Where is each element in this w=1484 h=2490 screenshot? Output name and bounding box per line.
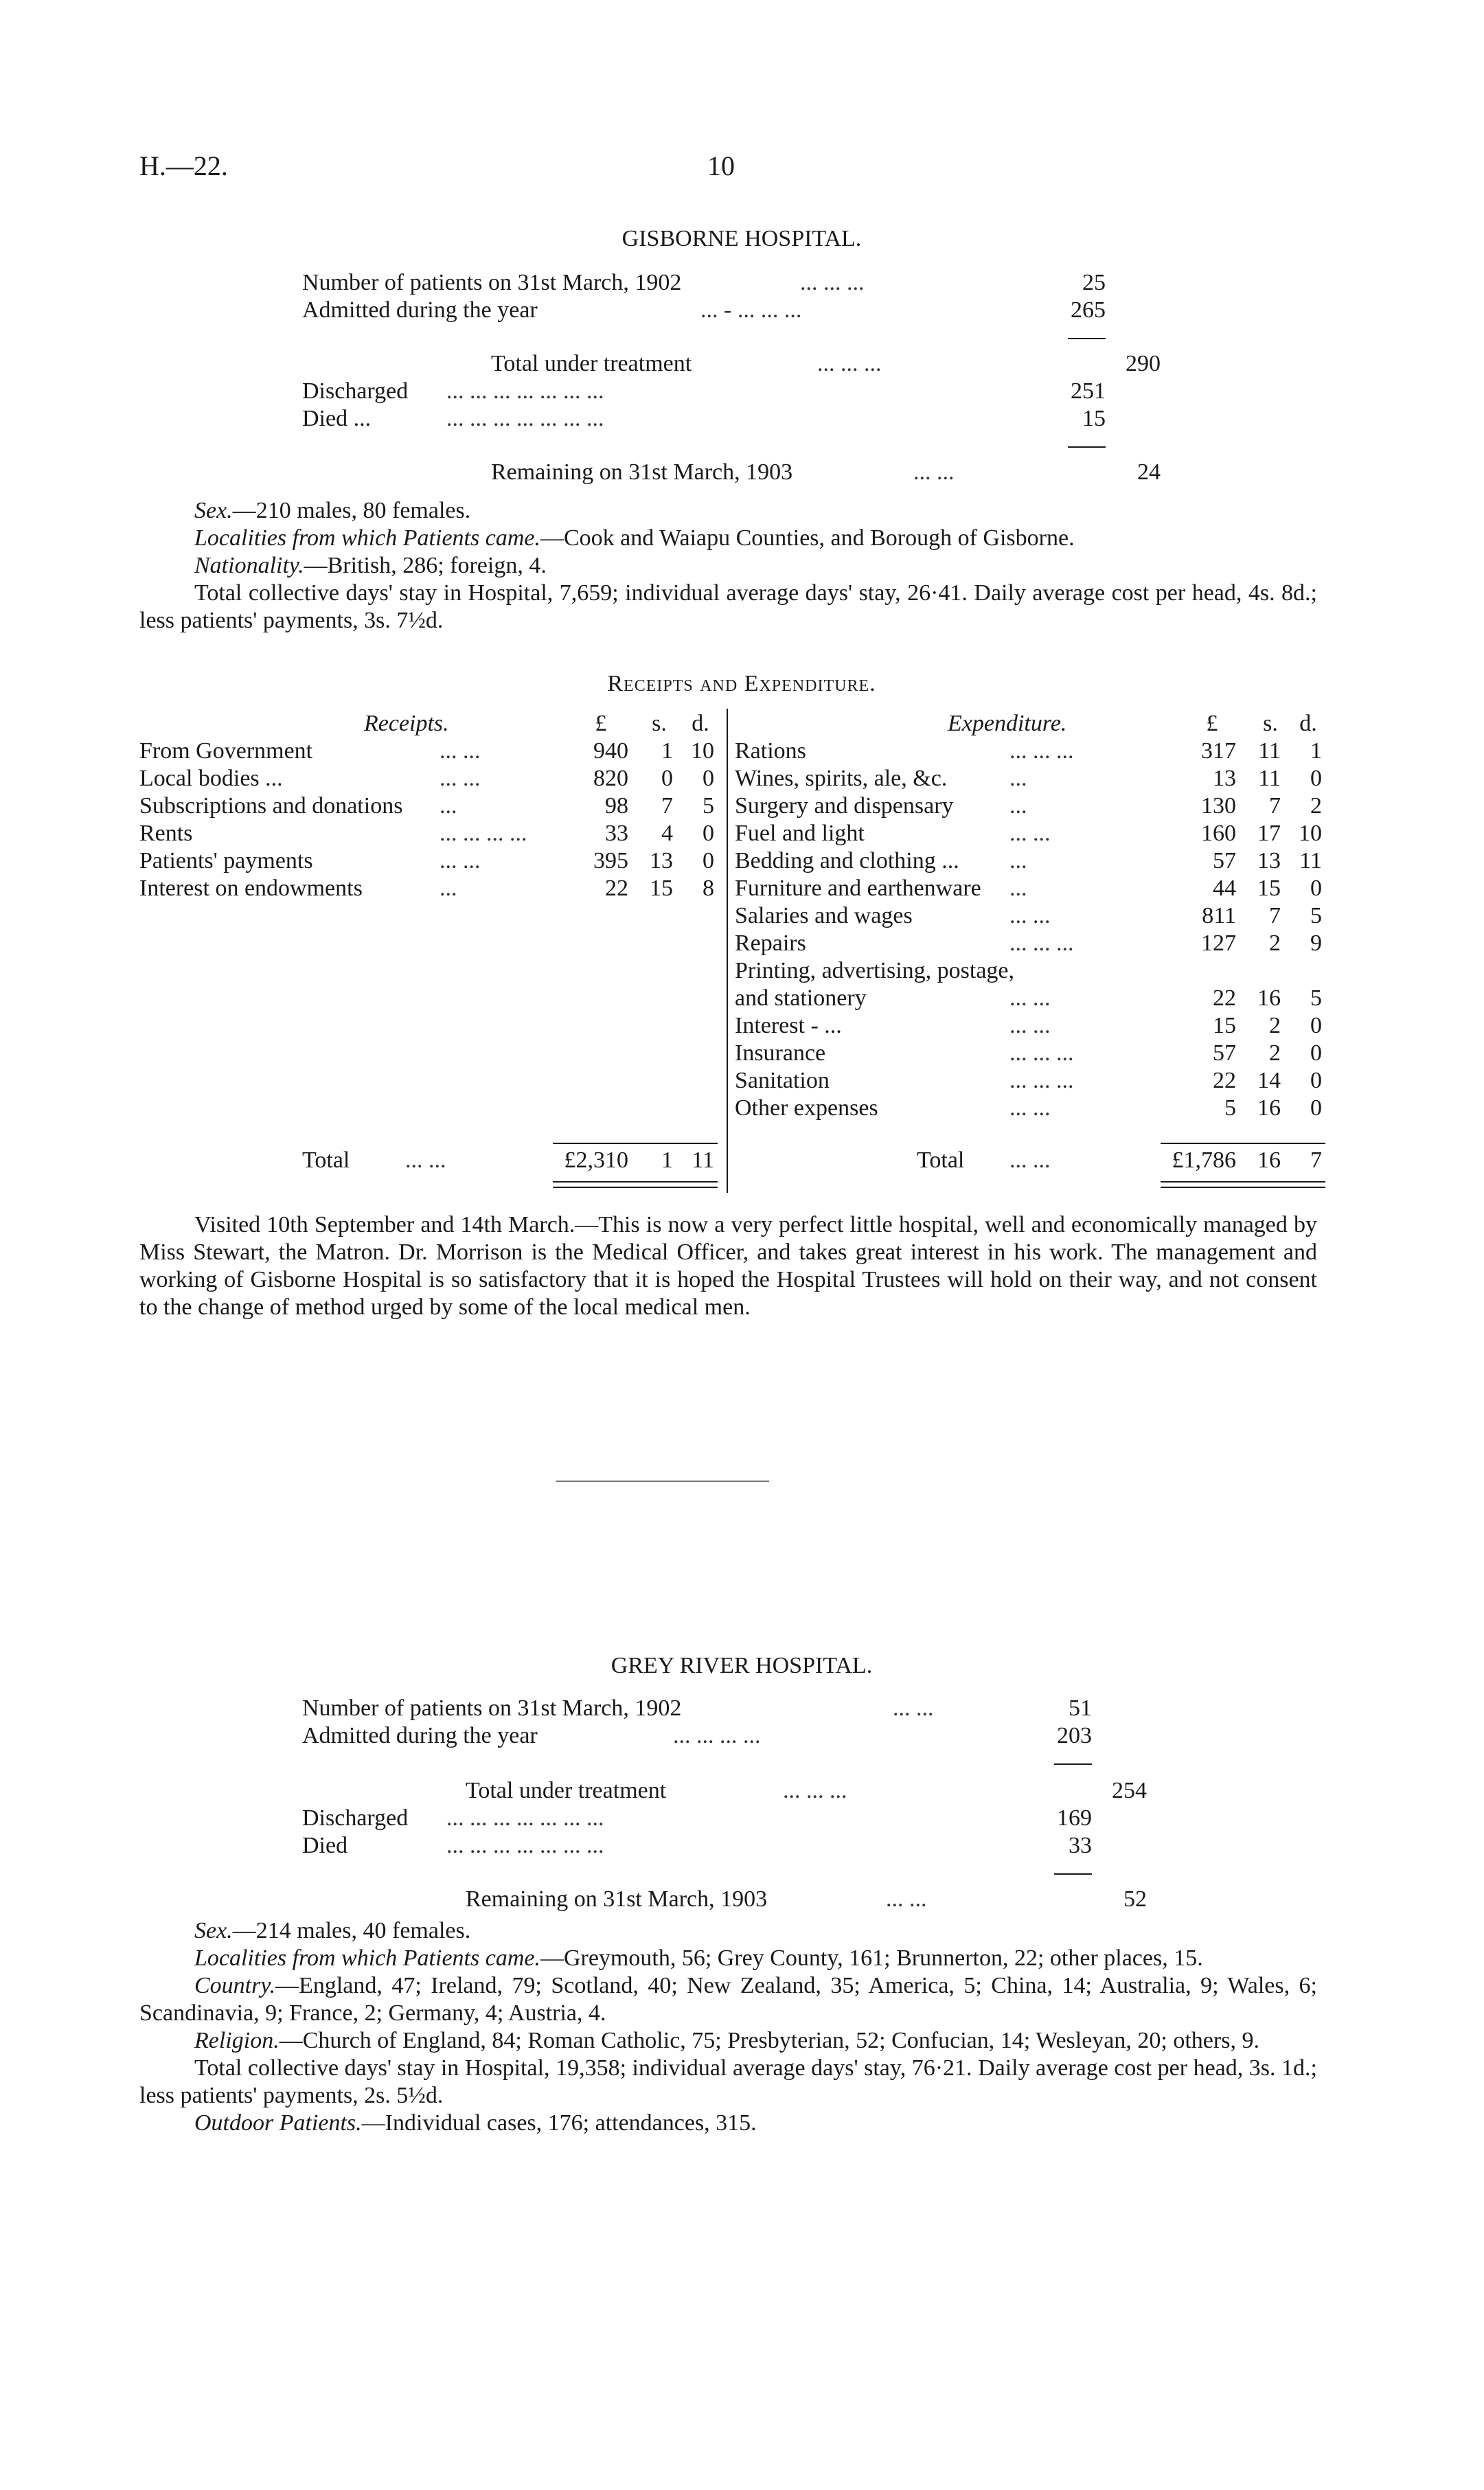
ledger-pounds: 33 (605, 821, 628, 846)
gisborne-notes (139, 497, 1317, 635)
leader-dots: ... (1009, 848, 1027, 873)
stat-label: Discharged (302, 1805, 409, 1831)
pounds-heading: £ (1206, 711, 1218, 736)
ledger-pounds: 820 (593, 766, 628, 791)
leader-dots: ... ... (440, 766, 481, 791)
leader-dots: ... ... (1009, 1095, 1051, 1121)
ledger-item-label: Furniture and earthenware (735, 876, 981, 901)
total-stay-text: Total collective days' stay in Hospital, 7,659; individual average days' stay, 26·41. Daily average cost per head, 4s. 8d.; less patients' payments, 3s. 7½d. (139, 580, 1317, 633)
ledger-pounds: 130 (1201, 793, 1236, 819)
grey-river-notes (139, 1917, 1317, 2137)
leader-dots: ... ... (893, 1695, 934, 1721)
pounds-heading: £ (595, 711, 607, 736)
stat-value: 169 (1057, 1805, 1092, 1831)
ledger-pounds: 811 (1202, 903, 1236, 928)
ledger-pence: 0 (703, 848, 714, 873)
ledger-pence: 0 (1310, 1040, 1322, 1066)
leader-dots: ... ... (440, 738, 481, 764)
leader-dots: ... ... (1009, 1147, 1051, 1173)
ledger-item-label: Wines, spirits, ale, &c. (735, 766, 948, 791)
ledger-shillings: 2 (1269, 1040, 1281, 1066)
stat-value: 251 (1071, 378, 1106, 404)
ledger-pence: 0 (1310, 1013, 1322, 1038)
ledger-item-label: Interest on endowments (139, 876, 363, 901)
stat-label: Number of patients on 31st March, 1902 (302, 270, 682, 295)
leader-dots: ... ... ... ... ... ... ... (446, 378, 604, 404)
expenditure-total-pounds: £1,786 (1172, 1147, 1236, 1173)
stat-label: Number of patients on 31st March, 1902 (302, 1695, 682, 1721)
stat-value: 51 (1069, 1695, 1092, 1721)
leader-dots: ... ... (1009, 821, 1051, 846)
column-divider (727, 709, 728, 1193)
leader-dots: ... ... ... (1009, 1068, 1074, 1093)
leader-dots: ... ... (1009, 1013, 1051, 1038)
stat-label: Died ... (302, 406, 372, 431)
stat-value: 203 (1057, 1723, 1092, 1748)
ledger-pence: 10 (1299, 821, 1322, 846)
localities-label: Localities from which Patients came. (194, 525, 540, 551)
expenditure-heading: Expenditure. (948, 711, 1067, 736)
leader-dots: ... ... ... ... ... ... ... (446, 406, 604, 431)
stat-value: 25 (1082, 270, 1106, 295)
leader-dots: ... ... (1009, 903, 1051, 928)
outdoor-text: —Individual cases, 176; attendances, 315. (361, 2110, 757, 2136)
shillings-heading: s. (1263, 711, 1278, 736)
ledger-pounds: 22 (1213, 1068, 1236, 1093)
ledger-shillings: 13 (1257, 848, 1281, 873)
leader-dots: ... ... ... (800, 270, 865, 295)
ledger-pounds: 13 (1213, 766, 1236, 791)
ledger-pence: 0 (1310, 1095, 1322, 1121)
ledger-shillings: 16 (1257, 985, 1281, 1011)
outdoor-label: Outdoor Patients. (194, 2110, 362, 2136)
stat-value: 15 (1082, 406, 1106, 431)
total-double-rule (1161, 1181, 1325, 1183)
sum-rule (1054, 1873, 1092, 1875)
stat-label: Total under treatment (491, 351, 692, 376)
sex-text: —210 males, 80 females. (232, 498, 471, 523)
ledger-pounds: 940 (593, 738, 628, 764)
stat-label: Admitted during the year (302, 297, 538, 323)
ledger-shillings: 15 (650, 876, 673, 901)
ledger-pounds: 98 (605, 793, 628, 819)
ledger-item-label: Sanitation (735, 1068, 830, 1093)
ledger-pence: 0 (1310, 766, 1322, 791)
ledger-item-label: Bedding and clothing ... (735, 848, 959, 873)
total-rule (1161, 1143, 1325, 1144)
leader-dots: ... (440, 876, 457, 901)
ledger-item-label: Rents (139, 821, 193, 846)
ledger-pounds: 57 (1213, 1040, 1236, 1066)
ledger-shillings: 7 (1269, 793, 1281, 819)
total-double-rule (1161, 1187, 1325, 1188)
ledger-shillings: 15 (1257, 876, 1281, 901)
ledger-item-label: Printing, advertising, postage, (735, 958, 1015, 983)
ledger-pence: 8 (703, 876, 714, 901)
ledger-shillings: 13 (650, 848, 673, 873)
stat-value: 52 (1123, 1886, 1147, 1912)
stat-label: Admitted during the year (302, 1723, 538, 1748)
ledger-pence: 5 (1310, 985, 1322, 1011)
stat-label: Died (302, 1833, 348, 1858)
ledger-item-label: Subscriptions and donations (139, 793, 403, 819)
leader-dots: ... - ... ... ... (700, 297, 802, 323)
total-stay-text: Total collective days' stay in Hospital, 19,358; individual average days' stay, 76·21. Daily average cost per head, 3s. 1d.; less patients' payments, 2s. 5½d. (139, 2055, 1317, 2108)
leader-dots: ... ... (405, 1147, 446, 1173)
ledger-item-label: Interest - ... (735, 1013, 842, 1038)
leader-dots: ... (1009, 793, 1027, 819)
stat-value: 254 (1112, 1778, 1147, 1803)
ledger-pounds: 5 (1224, 1095, 1236, 1121)
ledger-shillings: 14 (1257, 1068, 1281, 1093)
stat-label: Total under treatment (466, 1778, 667, 1803)
pence-heading: d. (692, 711, 709, 736)
ledger-item-label: Other expenses (735, 1095, 878, 1121)
gisborne-title: GISBORNE HOSPITAL. (621, 226, 862, 251)
total-rule (553, 1143, 718, 1144)
sex-label: Sex. (194, 1918, 233, 1943)
ledger-pence: 9 (1310, 930, 1322, 956)
total-double-rule (553, 1181, 718, 1183)
leader-dots: ... ... ... ... ... ... ... (446, 1833, 604, 1858)
stat-label: Remaining on 31st March, 1903 (466, 1886, 768, 1912)
receipts-total-pence: 11 (692, 1147, 714, 1173)
ledger-shillings: 2 (1269, 930, 1281, 956)
ledger-pounds: 160 (1201, 821, 1236, 846)
leader-dots: ... ... (440, 848, 481, 873)
expenditure-total-label: Total (917, 1147, 965, 1173)
stat-value: 290 (1126, 351, 1161, 376)
localities-label: Localities from which Patients came. (194, 1945, 540, 1971)
stat-label: Discharged (302, 378, 409, 404)
country-text: —England, 47; Ireland, 79; Scotland, 40; New Zealand, 35; America, 5; China, 14; Australia, 9; Wales, 6; Scandinavia, 9; France, 2; Germany, 4; Austria, 4. (139, 1973, 1317, 2026)
receipts-heading: Receipts. (364, 711, 449, 736)
nationality-text: —British, 286; foreign, 4. (304, 553, 547, 578)
leader-dots: ... (1009, 766, 1027, 791)
religion-label: Religion. (194, 2028, 279, 2053)
ledger-item-label: and stationery (735, 985, 867, 1011)
sex-text: —214 males, 40 females. (232, 1918, 471, 1943)
leader-dots: ... ... ... (1009, 1040, 1074, 1066)
religion-text: —Church of England, 84; Roman Catholic, 75; Presbyterian, 52; Confucian, 14; Wesleyan, 20; others, 9. (279, 2028, 1259, 2053)
ledger-item-label: Salaries and wages (735, 903, 913, 928)
shillings-heading: s. (652, 711, 667, 736)
expenditure-total-pence: 7 (1310, 1147, 1322, 1173)
ledger-shillings: 11 (1258, 738, 1281, 764)
ledger-shillings: 0 (661, 766, 673, 791)
ledger-pounds: 44 (1213, 876, 1236, 901)
ledger-shillings: 7 (1269, 903, 1281, 928)
ledger-item-label: Local bodies ... (139, 766, 283, 791)
receipts-expenditure-title: Receipts and Expenditure. (607, 671, 876, 696)
page-number: 10 (707, 150, 735, 181)
ledger-item-label: Patients' payments (139, 848, 313, 873)
total-double-rule (553, 1187, 718, 1188)
leader-dots: ... ... ... ... ... ... ... (446, 1805, 604, 1831)
ledger-shillings: 2 (1269, 1013, 1281, 1038)
ledger-pence: 0 (703, 821, 714, 846)
country-label: Country. (194, 1973, 276, 1998)
leader-dots: ... (440, 793, 457, 819)
ledger-shillings: 4 (661, 821, 673, 846)
leader-dots: ... ... ... ... (673, 1723, 761, 1748)
ledger-pounds: 15 (1213, 1013, 1236, 1038)
ledger-shillings: 1 (661, 738, 673, 764)
ledger-item-label: Repairs (735, 930, 806, 956)
ledger-pounds: 57 (1213, 848, 1236, 873)
receipts-total-pounds: £2,310 (564, 1147, 628, 1173)
ledger-shillings: 17 (1257, 821, 1281, 846)
ledger-shillings: 16 (1257, 1095, 1281, 1121)
leader-dots: ... ... ... (1009, 738, 1074, 764)
pence-heading: d. (1299, 711, 1317, 736)
ledger-pounds: 22 (605, 876, 628, 901)
sum-rule (1068, 338, 1106, 339)
ledger-pence: 5 (703, 793, 714, 819)
leader-dots: ... (1009, 876, 1027, 901)
leader-dots: ... ... ... (1009, 930, 1074, 956)
ledger-item-label: Fuel and light (735, 821, 865, 846)
leader-dots: ... ... (1009, 985, 1051, 1011)
stat-label: Remaining on 31st March, 1903 (491, 459, 793, 485)
stat-value: 265 (1071, 297, 1106, 323)
ledger-pence: 1 (1310, 738, 1322, 764)
sum-rule (1068, 446, 1106, 448)
leader-dots: ... ... ... (817, 351, 882, 376)
localities-text: —Greymouth, 56; Grey County, 161; Brunnerton, 22; other places, 15. (540, 1945, 1203, 1971)
page-reference: H.—22. (139, 150, 228, 181)
leader-dots: ... ... ... ... (440, 821, 527, 846)
ledger-pounds: 22 (1213, 985, 1236, 1011)
ledger-pounds: 317 (1201, 738, 1236, 764)
leader-dots: ... ... (913, 459, 955, 485)
sex-label: Sex. (194, 498, 233, 523)
ledger-pence: 11 (1299, 848, 1322, 873)
nationality-label: Nationality. (194, 553, 304, 578)
leader-dots: ... ... ... (783, 1778, 847, 1803)
ledger-shillings: 11 (1258, 766, 1281, 791)
ledger-item-label: Insurance (735, 1040, 826, 1066)
expenditure-total-shillings: 16 (1257, 1147, 1281, 1173)
ledger-item-label: From Government (139, 738, 313, 764)
gisborne-visited-paragraph (139, 1211, 1317, 1321)
ledger-pence: 0 (1310, 876, 1322, 901)
ledger-item-label: Rations (735, 738, 806, 764)
receipts-total-shillings: 1 (661, 1147, 673, 1173)
ledger-pounds: 127 (1201, 930, 1236, 956)
stat-value: 33 (1069, 1833, 1092, 1858)
stat-value: 24 (1137, 459, 1161, 485)
grey-river-title: GREY RIVER HOSPITAL. (610, 1653, 873, 1678)
ledger-pence: 5 (1310, 903, 1322, 928)
ledger-pence: 0 (1310, 1068, 1322, 1093)
ledger-pounds: 395 (593, 848, 628, 873)
section-separator (556, 1481, 769, 1482)
ledger-pence: 10 (691, 738, 714, 764)
receipts-total-label: Total (302, 1147, 350, 1173)
ledger-shillings: 7 (661, 793, 673, 819)
ledger-item-label: Surgery and dispensary (735, 793, 954, 819)
ledger-pence: 0 (703, 766, 714, 791)
ledger-pence: 2 (1310, 793, 1322, 819)
visited-text: Visited 10th September and 14th March.—This is now a very perfect little hospital, well and economically managed by Miss Stewart, the Matron. Dr. Morrison is the Medical Officer, and takes great interest in his work. The management and working of Gisborne Hospital is so satisfactory that it is hoped the Hospital Trustees will hold on their way, and not consent to the change of method urged by some of the local medical men. (139, 1212, 1317, 1320)
localities-text: —Cook and Waiapu Counties, and Borough of Gisborne. (540, 525, 1075, 551)
leader-dots: ... ... (886, 1886, 927, 1912)
sum-rule (1054, 1763, 1092, 1765)
